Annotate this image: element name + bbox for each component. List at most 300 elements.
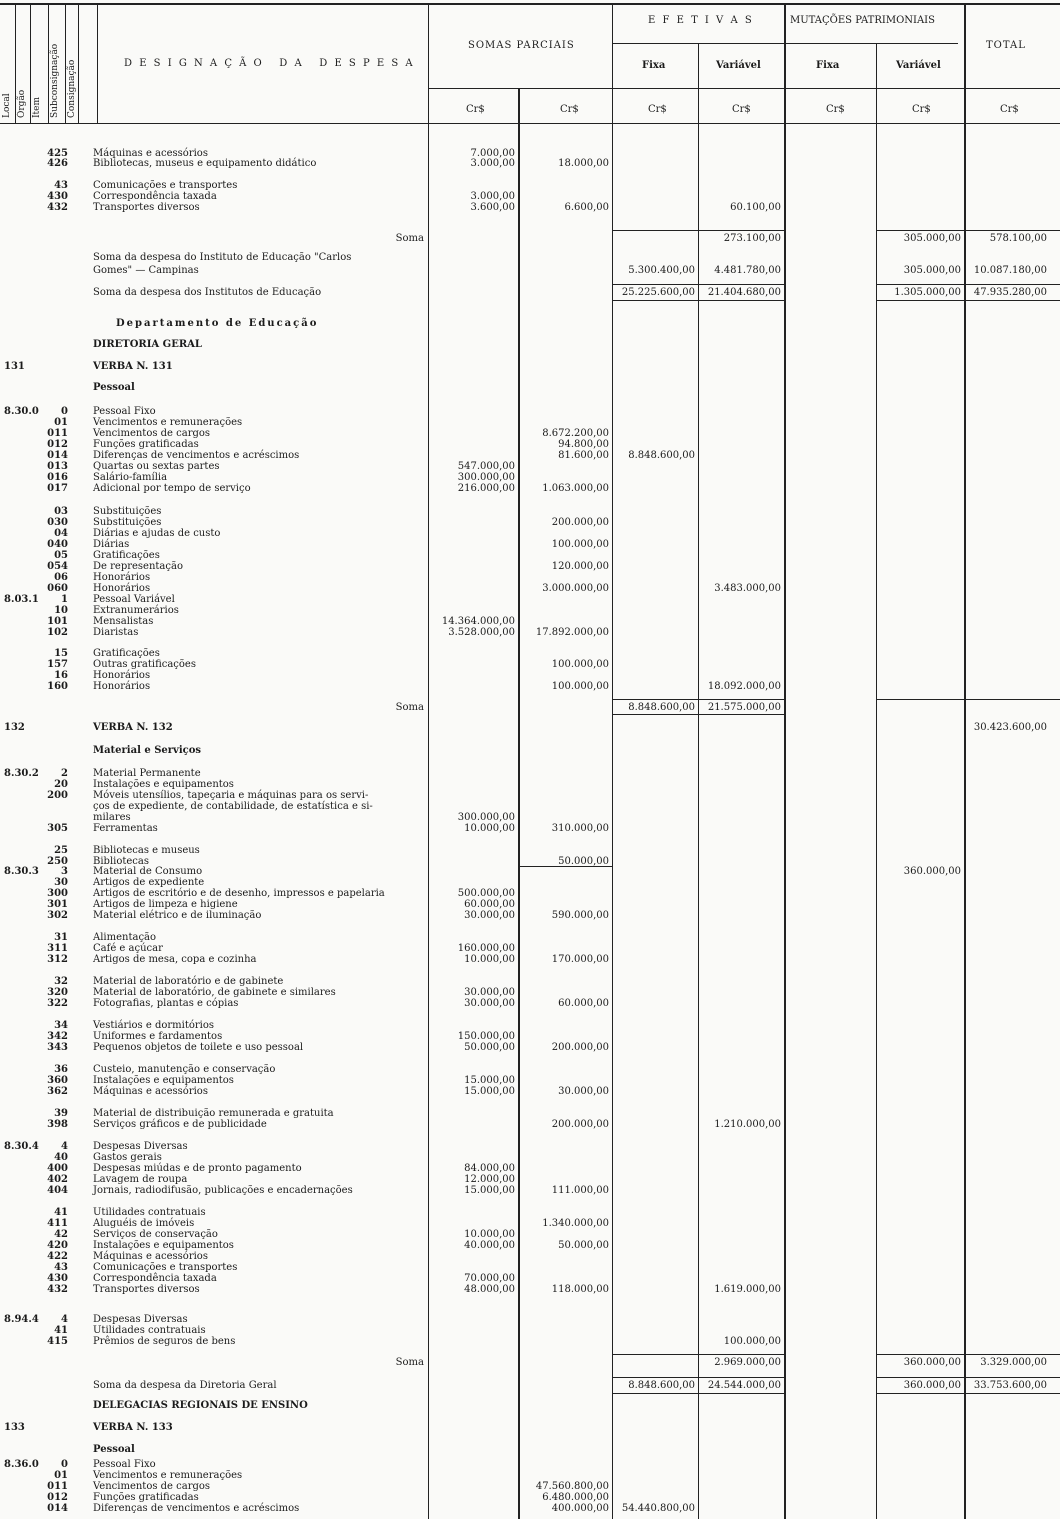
amount-total: 30.423.600,00: [973, 722, 1047, 733]
description: Despesas miúdas e de pronto pagamento: [93, 1163, 302, 1174]
item-code: 10: [54, 605, 68, 616]
side-label: Local: [2, 93, 12, 118]
description: Pessoal: [93, 382, 135, 393]
item-code: 39: [54, 1108, 68, 1119]
vertical-rule: [78, 4, 79, 123]
description: Pequenos objetos de toilete e uso pessoal: [93, 1042, 304, 1053]
amount-var: 100.000,00: [723, 1336, 781, 1347]
vertical-rule: [612, 4, 613, 1519]
description: Soma: [395, 702, 424, 713]
item-code: 05: [54, 550, 68, 561]
item-code: 101: [47, 616, 68, 627]
item-code: 16: [54, 670, 68, 681]
description: Mensalistas: [93, 616, 154, 627]
description: Prêmios de seguros de bens: [93, 1336, 236, 1347]
description: Material elétrico e de iluminação: [93, 910, 262, 921]
description: Material de distribuição remunerada e gratuita: [93, 1108, 334, 1119]
description: ços de expediente, de contabilidade, de estatística e si-: [93, 801, 373, 812]
description: Pessoal Variável: [93, 594, 175, 605]
amount-p1: 10.000,00: [464, 823, 515, 834]
vertical-rule: [698, 43, 699, 1519]
item-code: 014: [47, 450, 68, 461]
description: Correspondência taxada: [93, 191, 217, 202]
description: Honorários: [93, 681, 151, 692]
item-code: 312: [47, 954, 68, 965]
item-code: 411: [47, 1218, 68, 1229]
description: VERBA N. 133: [93, 1422, 173, 1433]
description: VERBA N. 131: [93, 361, 173, 372]
amount-p2: 30.000,00: [558, 1086, 609, 1097]
description: Material e Serviços: [93, 745, 202, 756]
description: Diárias e ajudas de custo: [93, 528, 221, 539]
description: Vencimentos e remunerações: [93, 1470, 243, 1481]
horizontal-rule: [612, 1377, 784, 1378]
item-code: 300: [47, 888, 68, 899]
description: Funções gratificadas: [93, 1492, 199, 1503]
description: Utilidades contratuais: [93, 1325, 206, 1336]
item-code: 43: [54, 180, 68, 191]
amount-fixa: 54.440.800,00: [621, 1503, 695, 1514]
horizontal-rule: [0, 123, 1060, 124]
amount-p2: 118.000,00: [551, 1284, 609, 1295]
side-label: Subconsignação: [50, 43, 60, 118]
description: Extranumerários: [93, 605, 179, 616]
description: Máquinas e acessórios: [93, 1086, 208, 1097]
amount-fixa: 8.848.600,00: [628, 450, 695, 461]
item-code: 013: [47, 461, 68, 472]
description: Transportes diversos: [93, 1284, 200, 1295]
horizontal-rule: [876, 1393, 1060, 1394]
description: Funções gratificadas: [93, 439, 199, 450]
item-code: 34: [54, 1020, 68, 1031]
vertical-rule: [15, 4, 16, 123]
local-code: 8.03.1: [4, 594, 39, 605]
amount-p1: 500.000,00: [457, 888, 515, 899]
vertical-rule: [97, 4, 98, 123]
amount-var: 273.100,00: [723, 233, 781, 244]
currency-p2: Cr$: [560, 104, 579, 115]
description: VERBA N. 132: [93, 722, 173, 733]
description: Serviços gráficos e de publicidade: [93, 1119, 267, 1130]
description: Serviços de conservação: [93, 1229, 218, 1240]
amount-p1: 15.000,00: [464, 1185, 515, 1196]
amount-p2: 100.000,00: [551, 659, 609, 670]
amount-mvar: 1.305.000,00: [894, 287, 961, 298]
description: Outras gratificações: [93, 659, 196, 670]
amount-p2: 8.672.200,00: [542, 428, 609, 439]
description: Diferenças de vencimentos e acréscimos: [93, 450, 300, 461]
description: Aluguéis de imóveis: [93, 1218, 195, 1229]
amount-mvar: 305.000,00: [903, 265, 961, 276]
description: Pessoal: [93, 1444, 135, 1455]
amount-p1: 14.364.000,00: [441, 616, 515, 627]
description: Lavagem de roupa: [93, 1174, 188, 1185]
amount-p2: 100.000,00: [551, 681, 609, 692]
amount-mvar: 305.000,00: [903, 233, 961, 244]
amount-p1: 50.000,00: [464, 1042, 515, 1053]
amount-p2: 50.000,00: [558, 856, 609, 867]
header-total: TOTAL: [986, 40, 1026, 51]
description: Soma: [395, 233, 424, 244]
amount-p2: 6.600,00: [564, 202, 609, 213]
description: Bibliotecas: [93, 856, 149, 867]
header-somas-parciais: SOMAS PARCIAIS: [468, 40, 575, 51]
amount-p2: 3.000.000,00: [542, 583, 609, 594]
currency-p1: Cr$: [466, 104, 485, 115]
description: Pessoal Fixo: [93, 406, 156, 417]
item-code: 03: [54, 506, 68, 517]
item-code: 398: [47, 1119, 68, 1130]
description: Vestiários e dormitórios: [93, 1020, 214, 1031]
horizontal-rule: [612, 284, 784, 285]
horizontal-rule: [876, 230, 1060, 231]
item-code: 012: [47, 1492, 68, 1503]
description: Soma: [395, 1357, 424, 1368]
description: Diferenças de vencimentos e acréscimos: [93, 1503, 300, 1514]
amount-p1: 3.528.000,00: [448, 627, 515, 638]
amount-mvar: 360.000,00: [903, 866, 961, 877]
vertical-rule: [428, 4, 429, 1519]
horizontal-rule: [612, 1354, 784, 1355]
amount-p2: 111.000,00: [551, 1185, 609, 1196]
item-code: 250: [47, 856, 68, 867]
header-mutacoes: MUTAÇÕES PATRIMONIAIS: [790, 15, 935, 26]
description: Móveis utensílios, tapeçaria e máquinas para os servi-: [93, 790, 369, 801]
item-code: 060: [47, 583, 68, 594]
amount-var: 24.544.000,00: [707, 1380, 781, 1391]
description: Correspondência taxada: [93, 1273, 217, 1284]
horizontal-rule: [612, 1393, 784, 1394]
amount-p1: 30.000,00: [464, 910, 515, 921]
description: Gomes" — Campinas: [93, 265, 199, 276]
item-code: 102: [47, 627, 68, 638]
amount-var: 4.481.780,00: [714, 265, 781, 276]
item-code: 342: [47, 1031, 68, 1042]
amount-p1: 216.000,00: [457, 483, 515, 494]
amount-fixa: 5.300.400,00: [628, 265, 695, 276]
description: Artigos de expediente: [93, 877, 205, 888]
amount-p2: 18.000,00: [558, 158, 609, 169]
amount-p1: 547.000,00: [457, 461, 515, 472]
vertical-rule: [65, 4, 66, 123]
item-code: 3: [61, 866, 68, 877]
horizontal-rule: [612, 714, 784, 715]
horizontal-rule: [0, 3, 1060, 5]
item-code: 402: [47, 1174, 68, 1185]
description: Gastos gerais: [93, 1152, 162, 1163]
item-code: 420: [47, 1240, 68, 1251]
description: Transportes diversos: [93, 202, 200, 213]
item-code: 432: [47, 202, 68, 213]
amount-p1: 48.000,00: [464, 1284, 515, 1295]
item-code: 157: [47, 659, 68, 670]
description: Máquinas e acessórios: [93, 1251, 208, 1262]
amount-p2: 200.000,00: [551, 1119, 609, 1130]
item-code: 360: [47, 1075, 68, 1086]
item-code: 343: [47, 1042, 68, 1053]
description: Instalações e equipamentos: [93, 1075, 234, 1086]
description: Pessoal Fixo: [93, 1459, 156, 1470]
horizontal-rule: [876, 1377, 1060, 1378]
description: Material de laboratório, de gabinete e similares: [93, 987, 336, 998]
amount-var: 1.619.000,00: [714, 1284, 781, 1295]
description: Despesas Diversas: [93, 1314, 188, 1325]
amount-var: 2.969.000,00: [714, 1357, 781, 1368]
horizontal-rule: [876, 284, 1060, 285]
horizontal-rule: [876, 699, 1060, 700]
item-code: 01: [54, 1470, 68, 1481]
item-code: 320: [47, 987, 68, 998]
item-code: 430: [47, 191, 68, 202]
amount-p2: 200.000,00: [551, 517, 609, 528]
item-code: 40: [54, 1152, 68, 1163]
item-code: 011: [47, 428, 68, 439]
description: Ferramentas: [93, 823, 158, 834]
item-code: 305: [47, 823, 68, 834]
local-code: 8.30.4: [4, 1141, 39, 1152]
local-code: 8.94.4: [4, 1314, 39, 1325]
currency-var: Cr$: [732, 104, 751, 115]
amount-var: 18.092.000,00: [707, 681, 781, 692]
description: Utilidades contratuais: [93, 1207, 206, 1218]
amount-var: 60.100,00: [730, 202, 781, 213]
vertical-rule: [876, 43, 877, 1519]
local-code: 8.30.2: [4, 768, 39, 779]
amount-var: 21.575.000,00: [707, 702, 781, 713]
item-code: 301: [47, 899, 68, 910]
description: DIRETORIA GERAL: [93, 339, 202, 350]
item-code: 25: [54, 845, 68, 856]
description: De representação: [93, 561, 183, 572]
item-code: 30: [54, 877, 68, 888]
item-code: 06: [54, 572, 68, 583]
amount-var: 21.404.680,00: [707, 287, 781, 298]
item-code: 054: [47, 561, 68, 572]
description: Substituições: [93, 517, 162, 528]
header-mutacoes-variavel: Variável: [896, 60, 941, 71]
amount-p2: 50.000,00: [558, 1240, 609, 1251]
item-code: 0: [61, 406, 68, 417]
description: Bibliotecas, museus e equipamento didático: [93, 158, 317, 169]
item-code: 422: [47, 1251, 68, 1262]
description: Adicional por tempo de serviço: [93, 483, 251, 494]
item-code: 426: [47, 158, 68, 169]
amount-p2: 94.800,00: [558, 439, 609, 450]
amount-total: 47.935.280,00: [973, 287, 1047, 298]
vertical-rule: [518, 88, 520, 1519]
horizontal-rule: [612, 300, 784, 301]
amount-p1: 3.000,00: [470, 158, 515, 169]
amount-p1: 10.000,00: [464, 954, 515, 965]
amount-p2: 81.600,00: [558, 450, 609, 461]
amount-p1: 150.000,00: [457, 1031, 515, 1042]
local-code: 131: [4, 361, 25, 372]
item-code: 160: [47, 681, 68, 692]
description: Honorários: [93, 583, 151, 594]
description: Artigos de limpeza e higiene: [93, 899, 238, 910]
item-code: 41: [54, 1325, 68, 1336]
amount-p2: 1.340.000,00: [542, 1218, 609, 1229]
item-code: 4: [61, 1314, 68, 1325]
vertical-rule: [784, 4, 786, 1519]
header-efetivas-fixa: Fixa: [642, 60, 666, 71]
description: Fotografias, plantas e cópias: [93, 998, 239, 1009]
item-code: 2: [61, 768, 68, 779]
vertical-rule: [964, 4, 966, 1519]
description: Comunicações e transportes: [93, 1262, 238, 1273]
amount-p1: 84.000,00: [464, 1163, 515, 1174]
amount-p2: 60.000,00: [558, 998, 609, 1009]
amount-p1: 300.000,00: [457, 472, 515, 483]
description: Despesas Diversas: [93, 1141, 188, 1152]
horizontal-rule: [612, 699, 784, 700]
side-label: Consignação: [67, 59, 77, 118]
amount-total: 10.087.180,00: [973, 265, 1047, 276]
amount-var: 1.210.000,00: [714, 1119, 781, 1130]
item-code: 362: [47, 1086, 68, 1097]
amount-mvar: 360.000,00: [903, 1357, 961, 1368]
side-label: Órgão: [17, 89, 27, 118]
item-code: 030: [47, 517, 68, 528]
description: Bibliotecas e museus: [93, 845, 200, 856]
item-code: 04: [54, 528, 68, 539]
item-code: 012: [47, 439, 68, 450]
amount-p1: 40.000,00: [464, 1240, 515, 1251]
description: Vencimentos e remunerações: [93, 417, 243, 428]
header-designacao: D E S I G N A Ç Ã O D A D E S P E S A: [124, 58, 415, 69]
description: Quartas ou sextas partes: [93, 461, 220, 472]
amount-total: 578.100,00: [989, 233, 1047, 244]
amount-p2: 1.063.000,00: [542, 483, 609, 494]
header-efetivas-variavel: Variável: [716, 60, 761, 71]
item-code: 404: [47, 1185, 68, 1196]
local-code: 133: [4, 1422, 25, 1433]
item-code: 014: [47, 1503, 68, 1514]
item-code: 400: [47, 1163, 68, 1174]
amount-fixa: 8.848.600,00: [628, 1380, 695, 1391]
description: Material de laboratório e de gabinete: [93, 976, 284, 987]
description: Soma da despesa da Diretoria Geral: [93, 1380, 277, 1391]
amount-p2: 400.000,00: [551, 1503, 609, 1514]
amount-mvar: 360.000,00: [903, 1380, 961, 1391]
item-code: 0: [61, 1459, 68, 1470]
description: Gratificações: [93, 550, 160, 561]
description: Artigos de escritório e de desenho, impressos e papelaria: [93, 888, 385, 899]
amount-p2: 310.000,00: [551, 823, 609, 834]
amount-p1: 30.000,00: [464, 987, 515, 998]
description: Diaristas: [93, 627, 139, 638]
side-label: Item: [32, 96, 42, 118]
item-code: 040: [47, 539, 68, 550]
item-code: 1: [61, 594, 68, 605]
item-code: 42: [54, 1229, 68, 1240]
header-efetivas: E F E T I V A S: [648, 15, 754, 26]
description: Máquinas e acessórios: [93, 148, 208, 159]
item-code: 432: [47, 1284, 68, 1295]
amount-p2: 590.000,00: [551, 910, 609, 921]
description: Material Permanente: [93, 768, 201, 779]
item-code: 011: [47, 1481, 68, 1492]
item-code: 20: [54, 779, 68, 790]
amount-p2: 170.000,00: [551, 954, 609, 965]
item-code: 32: [54, 976, 68, 987]
horizontal-rule: [876, 1354, 1060, 1355]
item-code: 016: [47, 472, 68, 483]
description: Custeio, manutenção e conservação: [93, 1064, 276, 1075]
item-code: 01: [54, 417, 68, 428]
vertical-rule: [48, 4, 49, 123]
description: Uniformes e fardamentos: [93, 1031, 223, 1042]
amount-p2: 47.560.800,00: [535, 1481, 609, 1492]
local-code: 132: [4, 722, 25, 733]
item-code: 200: [47, 790, 68, 801]
amount-total: 33.753.600,00: [973, 1380, 1047, 1391]
amount-p2: 17.892.000,00: [535, 627, 609, 638]
description: Substituições: [93, 506, 162, 517]
item-code: 425: [47, 148, 68, 159]
item-code: 43: [54, 1262, 68, 1273]
amount-fixa: 8.848.600,00: [628, 702, 695, 713]
item-code: 415: [47, 1336, 68, 1347]
description: Comunicações e transportes: [93, 180, 238, 191]
amount-p1: 15.000,00: [464, 1075, 515, 1086]
description: Soma da despesa do Instituto de Educação "Carlos: [93, 252, 352, 263]
description: Instalações e equipamentos: [93, 1240, 234, 1251]
amount-var: 3.483.000,00: [714, 583, 781, 594]
amount-p1: 30.000,00: [464, 998, 515, 1009]
item-code: 017: [47, 483, 68, 494]
description: Instalações e equipamentos: [93, 779, 234, 790]
amount-p1: 70.000,00: [464, 1273, 515, 1284]
amount-p1: 12.000,00: [464, 1174, 515, 1185]
description: Diárias: [93, 539, 130, 550]
description: Salário-família: [93, 472, 168, 483]
currency-fixa: Cr$: [648, 104, 667, 115]
description: Jornais, radiodifusão, publicações e encadernações: [93, 1185, 353, 1196]
horizontal-rule: [612, 230, 784, 231]
description: Vencimentos de cargos: [93, 428, 211, 439]
amount-p2: 100.000,00: [551, 539, 609, 550]
amount-p1: 3.600,00: [470, 202, 515, 213]
description: Vencimentos de cargos: [93, 1481, 211, 1492]
description: milares: [93, 812, 131, 823]
description: DELEGACIAS REGIONAIS DE ENSINO: [93, 1400, 308, 1411]
description: Material de Consumo: [93, 866, 203, 877]
description: Café e açúcar: [93, 943, 163, 954]
amount-p1: 10.000,00: [464, 1229, 515, 1240]
amount-p1: 60.000,00: [464, 899, 515, 910]
item-code: 36: [54, 1064, 68, 1075]
description: Honorários: [93, 670, 151, 681]
item-code: 302: [47, 910, 68, 921]
description: Honorários: [93, 572, 151, 583]
currency-mfixa: Cr$: [826, 104, 845, 115]
amount-p1: 7.000,00: [470, 148, 515, 159]
currency-total: Cr$: [1000, 104, 1019, 115]
item-code: 41: [54, 1207, 68, 1218]
item-code: 31: [54, 932, 68, 943]
local-code: 8.36.0: [4, 1459, 39, 1470]
amount-p1: 3.000,00: [470, 191, 515, 202]
vertical-rule: [30, 4, 31, 123]
amount-p2: 120.000,00: [551, 561, 609, 572]
header-mutacoes-fixa: Fixa: [816, 60, 840, 71]
description: Departamento de Educação: [116, 318, 319, 329]
local-code: 8.30.0: [4, 406, 39, 417]
amount-p1: 300.000,00: [457, 812, 515, 823]
description: Gratificações: [93, 648, 160, 659]
horizontal-rule: [876, 300, 1060, 301]
